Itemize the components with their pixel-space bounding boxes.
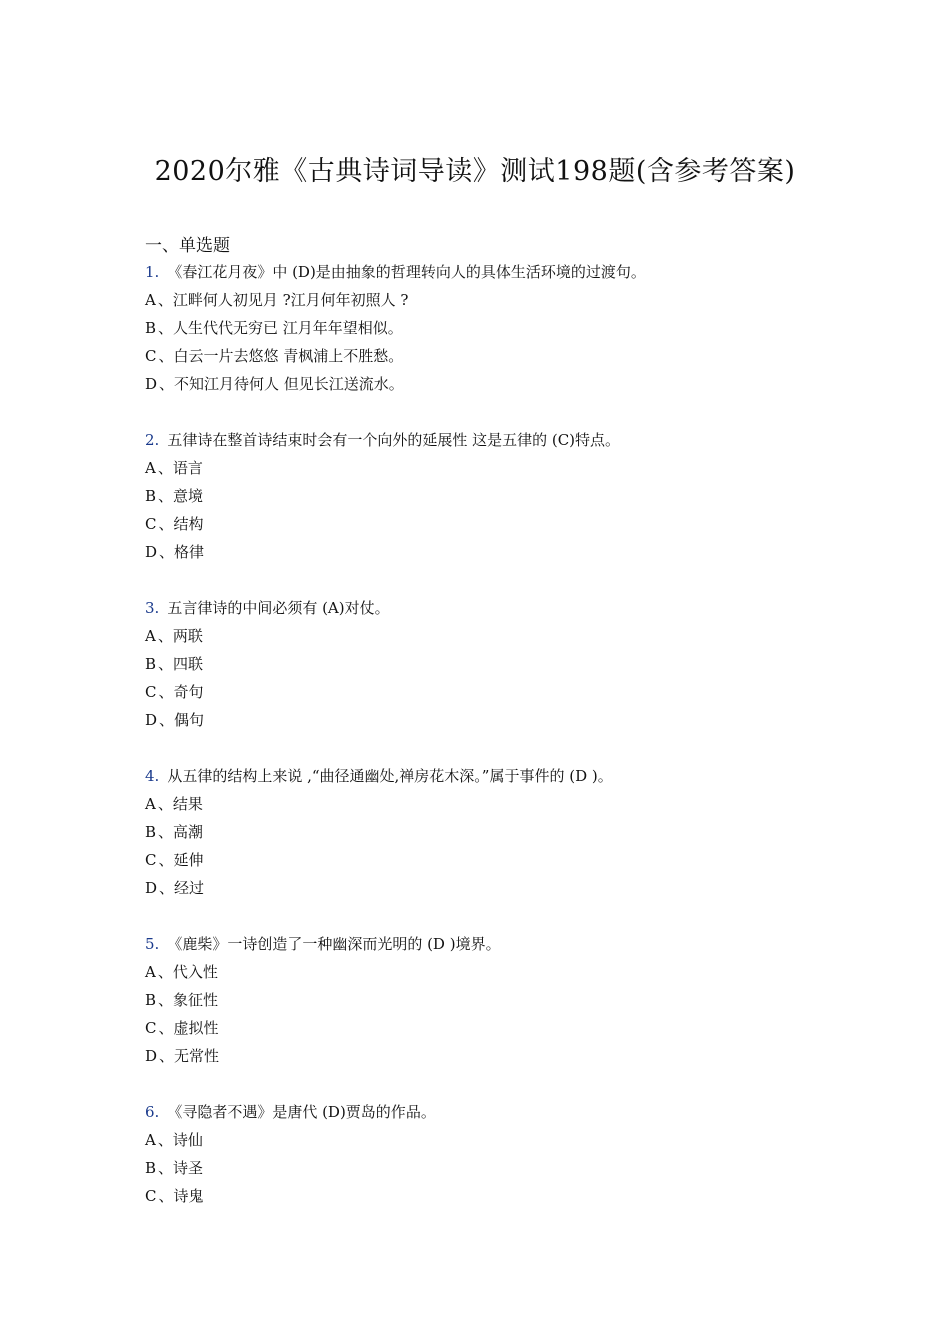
option-text: 、偶句 bbox=[159, 711, 205, 729]
question-block bbox=[145, 426, 845, 566]
option-letter: B bbox=[145, 319, 157, 337]
option-text: 、高潮 bbox=[158, 823, 204, 841]
option-line bbox=[145, 986, 845, 1014]
option-text: 、结构 bbox=[158, 515, 204, 533]
question-line bbox=[145, 426, 845, 454]
option-line bbox=[145, 342, 845, 370]
question-number: 5. bbox=[145, 935, 160, 953]
question-text: 从五律的结构上来说 ,“曲径通幽处,禅房花木深。”属于事件的 (D )。 bbox=[167, 767, 613, 785]
option-line bbox=[145, 1042, 845, 1070]
option-letter: C bbox=[145, 851, 157, 869]
option-text: 、意境 bbox=[158, 487, 204, 505]
question-block bbox=[145, 762, 845, 902]
option-text: 、两联 bbox=[157, 627, 203, 645]
option-line bbox=[145, 874, 845, 902]
option-text: 、四联 bbox=[158, 655, 204, 673]
option-line bbox=[145, 706, 845, 734]
question-text: 《鹿柴》一诗创造了一种幽深而光明的 (D )境界。 bbox=[167, 935, 501, 953]
option-line bbox=[145, 286, 845, 314]
question-block bbox=[145, 258, 845, 398]
option-text: 、诗鬼 bbox=[158, 1187, 204, 1205]
question-number: 2. bbox=[145, 431, 160, 449]
document-title: 2020尔雅《古典诗词导读》测试198题(含参考答案) bbox=[154, 156, 796, 187]
option-line bbox=[145, 538, 845, 566]
option-letter: C bbox=[145, 347, 157, 365]
option-text: 、无常性 bbox=[159, 1047, 220, 1065]
option-line bbox=[145, 314, 845, 342]
question-number: 4. bbox=[145, 767, 160, 785]
option-letter: A bbox=[145, 459, 156, 477]
option-text: 、江畔何人初见月 ?江月何年初照人 ? bbox=[157, 291, 409, 309]
question-line bbox=[145, 258, 845, 286]
question-line bbox=[145, 1098, 845, 1126]
option-letter: D bbox=[145, 375, 158, 393]
option-text: 、结果 bbox=[157, 795, 203, 813]
option-text: 、象征性 bbox=[158, 991, 219, 1009]
option-letter: D bbox=[145, 879, 158, 897]
question-block bbox=[145, 594, 845, 734]
option-text: 、白云一片去悠悠 青枫浦上不胜愁。 bbox=[158, 347, 404, 365]
option-line bbox=[145, 1014, 845, 1042]
option-letter: A bbox=[145, 963, 156, 981]
option-text: 、诗仙 bbox=[157, 1131, 203, 1149]
option-letter: B bbox=[145, 823, 157, 841]
option-letter: D bbox=[145, 711, 158, 729]
option-text: 、经过 bbox=[159, 879, 205, 897]
option-text: 、格律 bbox=[159, 543, 205, 561]
question-block bbox=[145, 930, 845, 1070]
option-letter: A bbox=[145, 1131, 156, 1149]
question-line bbox=[145, 930, 845, 958]
option-line bbox=[145, 1154, 845, 1182]
option-letter: A bbox=[145, 291, 156, 309]
option-line bbox=[145, 958, 845, 986]
question-line bbox=[145, 762, 845, 790]
option-text: 、延伸 bbox=[158, 851, 204, 869]
option-text: 、虚拟性 bbox=[158, 1019, 219, 1037]
option-line bbox=[145, 1182, 845, 1210]
option-letter: A bbox=[145, 795, 156, 813]
option-letter: B bbox=[145, 991, 157, 1009]
question-line bbox=[145, 594, 845, 622]
option-line bbox=[145, 454, 845, 482]
option-text: 、诗圣 bbox=[158, 1159, 204, 1177]
question-number: 1. bbox=[145, 263, 160, 281]
option-line bbox=[145, 790, 845, 818]
option-letter: C bbox=[145, 1019, 157, 1037]
option-line bbox=[145, 650, 845, 678]
question-block bbox=[145, 1098, 845, 1210]
question-list bbox=[145, 258, 845, 1238]
option-text: 、奇句 bbox=[158, 683, 204, 701]
option-line bbox=[145, 1126, 845, 1154]
option-letter: C bbox=[145, 1187, 157, 1205]
option-letter: B bbox=[145, 1159, 157, 1177]
question-number: 6. bbox=[145, 1103, 160, 1121]
option-line bbox=[145, 622, 845, 650]
option-letter: A bbox=[145, 627, 156, 645]
option-line bbox=[145, 678, 845, 706]
option-letter: D bbox=[145, 1047, 158, 1065]
option-line bbox=[145, 510, 845, 538]
option-letter: B bbox=[145, 487, 157, 505]
option-text: 、不知江月待何人 但见长江送流水。 bbox=[159, 375, 404, 393]
option-line bbox=[145, 370, 845, 398]
section-heading: 一、单选题 bbox=[145, 236, 230, 256]
question-text: 《寻隐者不遇》是唐代 (D)贾岛的作品。 bbox=[167, 1103, 436, 1121]
option-letter: D bbox=[145, 543, 158, 561]
option-text: 、语言 bbox=[157, 459, 203, 477]
option-letter: B bbox=[145, 655, 157, 673]
option-line bbox=[145, 846, 845, 874]
option-text: 、代入性 bbox=[157, 963, 218, 981]
question-text: 五律诗在整首诗结束时会有一个向外的延展性 这是五律的 (C)特点。 bbox=[167, 431, 621, 449]
option-line bbox=[145, 818, 845, 846]
question-number: 3. bbox=[145, 599, 160, 617]
option-text: 、人生代代无穷已 江月年年望相似。 bbox=[158, 319, 403, 337]
option-letter: C bbox=[145, 683, 157, 701]
question-text: 《春江花月夜》中 (D)是由抽象的哲理转向人的具体生活环境的过渡句。 bbox=[167, 263, 646, 281]
option-line bbox=[145, 482, 845, 510]
option-letter: C bbox=[145, 515, 157, 533]
question-text: 五言律诗的中间必须有 (A)对仗。 bbox=[167, 599, 390, 617]
